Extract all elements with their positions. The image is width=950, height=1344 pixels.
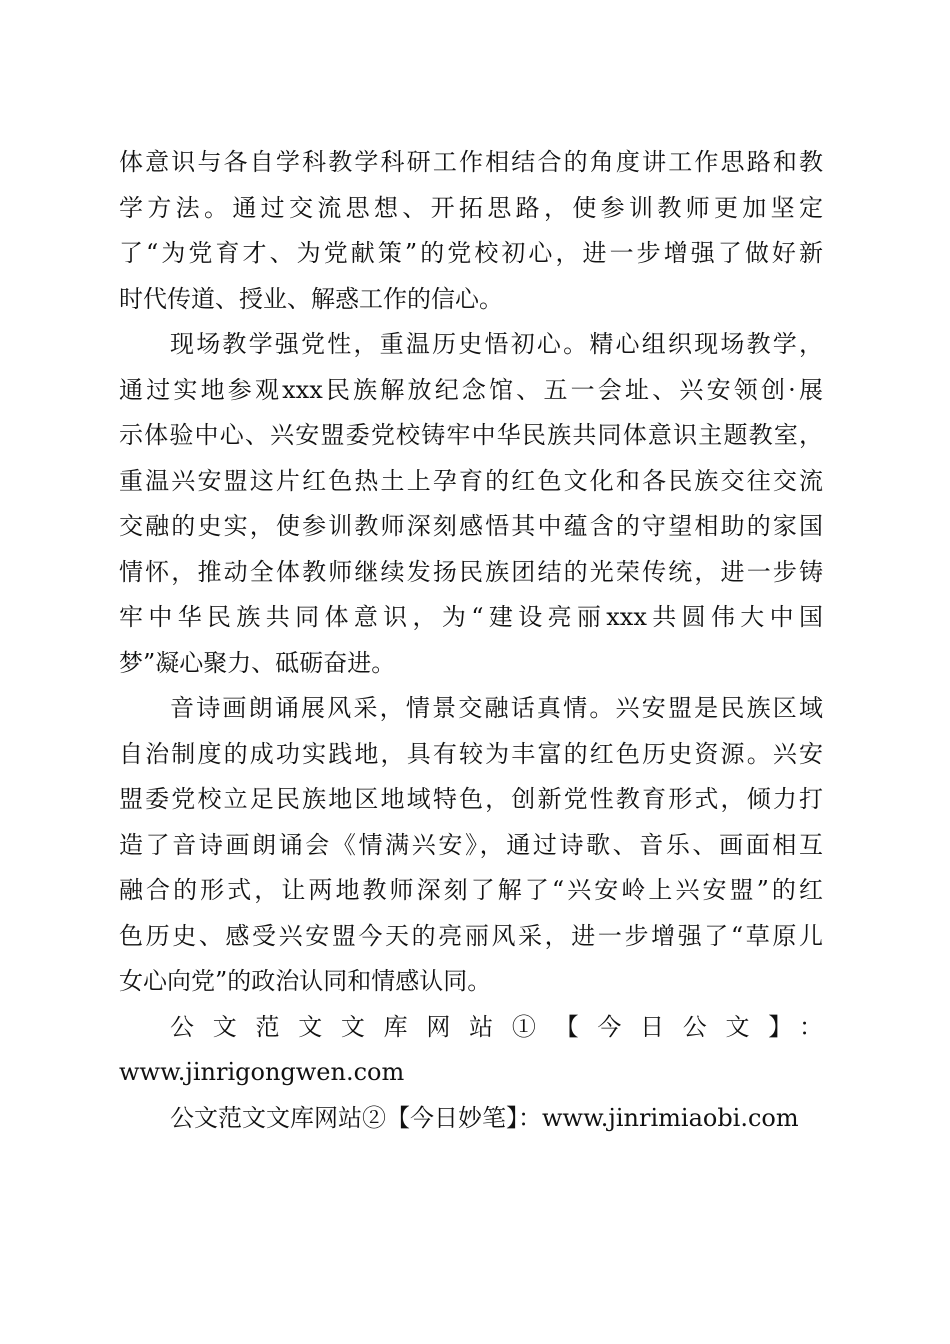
paragraph-1-line-4: 时代传道、授业、解惑工作的信心。 bbox=[119, 284, 503, 313]
paragraph-2-line-2: 通过实地参观xxx民族解放纪念馆、五一会址、兴安领创·展 bbox=[119, 375, 823, 404]
website-link-paragraph-2 bbox=[119, 1096, 823, 1142]
paragraph-3-line-3: 盟委党校立足民族地区地域特色，创新党性教育形式，倾力打 bbox=[119, 785, 823, 813]
paragraph-2 bbox=[119, 322, 823, 686]
paragraph-2-line-8: 梦”凝心聚力、砥砺奋进。 bbox=[119, 648, 396, 677]
paragraph-2-line-4: 重温兴安盟这片红色热土上孕育的红色文化和各民族交往交流 bbox=[119, 466, 823, 495]
paragraph-2-line-5: 交融的史实，使参训教师深刻感悟其中蕴含的守望相助的家国 bbox=[119, 512, 823, 540]
website-link-1-url: www.jinrigongwen.com bbox=[119, 1058, 405, 1086]
paragraph-3-line-4: 造了音诗画朗诵会《情满兴安》，通过诗歌、音乐、画面相互 bbox=[119, 830, 823, 859]
paragraph-3-line-2: 自治制度的成功实践地，具有较为丰富的红色历史资源。兴安 bbox=[119, 739, 823, 768]
website-link-1-label: 公文范文文库网站①【今日公文】： bbox=[170, 1012, 823, 1041]
paragraph-3-line-1: 音诗画朗诵展风采，情景交融话真情。兴安盟是民族区域 bbox=[170, 694, 823, 722]
paragraph-3 bbox=[119, 686, 823, 1005]
paragraph-3-line-6: 色历史、感受兴安盟今天的亮丽风采，进一步增强了“草原儿 bbox=[119, 921, 823, 950]
paragraph-3-line-7: 女心向党”的政治认同和情感认同。 bbox=[119, 967, 492, 995]
paragraph-3-line-5: 融合的形式，让两地教师深刻了解了“兴安岭上兴安盟”的红 bbox=[119, 876, 823, 904]
paragraph-2-line-3: 示体验中心、兴安盟委党校铸牢中华民族共同体意识主题教室， bbox=[119, 421, 823, 449]
paragraph-1-line-3: 了“为党育才、为党献策”的党校初心，进一步增强了做好新 bbox=[119, 239, 823, 267]
paragraph-2-line-6: 情怀，推动全体教师继续发扬民族团结的光荣传统，进一步铸 bbox=[119, 557, 823, 586]
website-link-2: 公文范文文库网站②【今日妙笔】：www.jinrimiaobi.com bbox=[170, 1103, 799, 1132]
paragraph-2-line-1: 现场教学强党性，重温历史悟初心。精心组织现场教学， bbox=[170, 330, 823, 358]
paragraph-1-line-2: 学方法。通过交流思想、开拓思路，使参训教师更加坚定 bbox=[119, 193, 823, 222]
paragraph-1-line-1: 体意识与各自学科教学科研工作相结合的角度讲工作思路和教 bbox=[119, 148, 823, 176]
paragraph-1 bbox=[119, 140, 823, 322]
document-body bbox=[119, 140, 823, 1141]
website-link-paragraph-1 bbox=[119, 1005, 823, 1096]
paragraph-2-line-7: 牢中华民族共同体意识，为“建设亮丽xxx共圆伟大中国 bbox=[119, 603, 823, 631]
